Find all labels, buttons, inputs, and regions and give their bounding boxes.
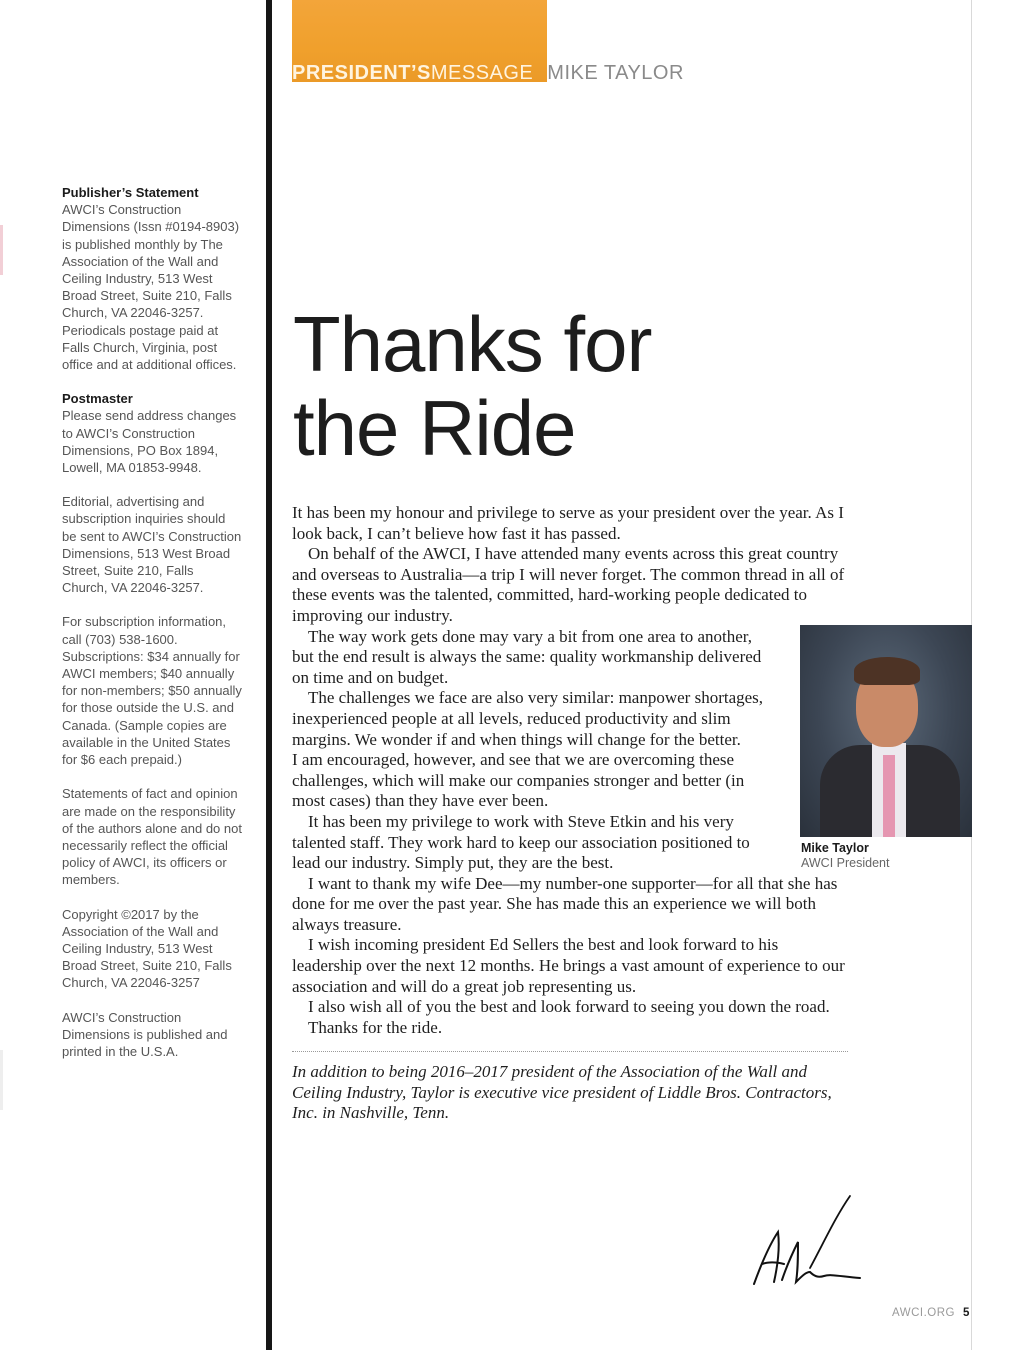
section-label-light: MESSAGE bbox=[430, 62, 534, 84]
sidebar-text: Please send address changes to AWCI’s Construction Dimensions, PO Box 1894, Lowell, MA 01853-9948. bbox=[62, 408, 237, 476]
column-rule bbox=[266, 0, 272, 1350]
sidebar-block bbox=[62, 184, 242, 373]
sidebar-block bbox=[62, 390, 242, 476]
sidebar-block bbox=[62, 613, 242, 768]
author-name: MIKE TAYLOR bbox=[547, 62, 684, 84]
body-paragraph: It has been my privilege to work with Steve Etkin and his very talented staff. They work hard to keep our association positioned to lead our industry. Simply put, they are the best. bbox=[292, 811, 750, 873]
article-title bbox=[293, 302, 651, 470]
publisher-sidebar bbox=[62, 184, 242, 1077]
sidebar-heading: Publisher’s Statement bbox=[62, 185, 199, 200]
sidebar-text: Copyright ©2017 by the Association of the Wall and Ceiling Industry, 513 West Broad Street, Suite 210, Falls Church, VA 22046-3257 bbox=[62, 906, 232, 991]
body-paragraph: I am encouraged, however, and see that we are overcoming these challenges, which will make our companies stronger and better (in most cases) than they have ever been. bbox=[292, 750, 745, 811]
page-footer bbox=[892, 1304, 969, 1322]
sidebar-text: Editorial, advertising and subscription inquiries should be sent to AWCI’s Construction Dimensions, 513 West Broad Street, Suite 210, Falls Church, VA 22046-3257. bbox=[62, 494, 242, 596]
author-bio: In addition to being 2016–2017 president of the Association of the Wall and Ceiling Industry, Taylor is executive vice president of Liddle Bros. Contractors, Inc. in Nashville, Tenn. bbox=[292, 1062, 832, 1123]
sidebar-block bbox=[62, 1009, 242, 1061]
section-header bbox=[292, 62, 684, 84]
body-paragraph: I wish incoming president Ed Sellers the best and look forward to his leadership over the next 12 months. He brings a vast amount of experience to our association and will do a great job representing us. bbox=[292, 935, 845, 996]
sidebar-heading: Postmaster bbox=[62, 391, 133, 407]
sidebar-text: For subscription information, call (703) 538-1600. Subscriptions: $34 annually for AWCI members; $40 annually for non-members; $50 annually for those outside the U.S. and Canada. (Sample copies are available in the United States for $6 each prepaid.) bbox=[62, 614, 242, 768]
signature-image bbox=[748, 1192, 868, 1292]
sidebar-text: AWCI’s Construction Dimensions (Issn #0194-8903) is published monthly by The Association of the Wall and Ceiling Industry, 513 West Broad Street, Suite 210, Falls Church, VA 22046-3257. Periodicals postage paid at Falls Church, Virginia, post office and at additional offices. bbox=[62, 202, 240, 373]
sidebar-text: Statements of fact and opinion are made on the responsibility of the authors alone and do not necessarily reflect the official policy of AWCI, its officers or members. bbox=[62, 786, 242, 888]
section-label-bold: PRESIDENT’S bbox=[292, 62, 431, 84]
body-paragraph: Thanks for the ride. bbox=[308, 1017, 443, 1037]
body-paragraph: The way work gets done may vary a bit from one area to another, but the end result is always the same: quality workmanship delivered on time and on budget. bbox=[292, 626, 762, 687]
title-line: Thanks for bbox=[293, 300, 652, 388]
left-edge-mark bbox=[0, 225, 3, 275]
caption-role: AWCI President bbox=[801, 856, 890, 870]
sidebar-block bbox=[62, 493, 242, 596]
bio-divider bbox=[292, 1051, 848, 1052]
sidebar-block bbox=[62, 906, 242, 992]
body-paragraph: The challenges we face are also very similar: manpower shortages, inexperienced people at all levels, reduced productivity and slim margins. We wonder if and when things will change for the better. bbox=[292, 688, 764, 749]
footer-site: AWCI.ORG bbox=[892, 1307, 955, 1319]
left-edge-mark bbox=[0, 1050, 3, 1110]
sidebar-block bbox=[62, 785, 242, 888]
body-paragraph: It has been my honour and privilege to serve as your president over the year. As I look back, I can’t believe how fast it has passed. bbox=[292, 503, 844, 543]
body-paragraph: I want to thank my wife Dee—my number-one supporter—for all that she has done for me over the past year. She has made this an experience we will both always treasure. bbox=[292, 873, 838, 934]
sidebar-text: AWCI’s Construction Dimensions is published and printed in the U.S.A. bbox=[62, 1009, 228, 1059]
caption-name: Mike Taylor bbox=[801, 841, 869, 855]
body-paragraph: I also wish all of you the best and look forward to seeing you down the road. bbox=[308, 997, 830, 1017]
body-paragraph: On behalf of the AWCI, I have attended many events across this great country and overseas to Australia—a trip I will never forget. The common thread in all of these events was the talented, committed, hard-working people dedicated to improving our industry. bbox=[292, 544, 845, 625]
photo-tie bbox=[883, 755, 895, 837]
title-line: the Ride bbox=[293, 384, 576, 472]
article-body bbox=[292, 503, 848, 1038]
photo-caption bbox=[801, 841, 971, 871]
page-number: 5 bbox=[963, 1307, 970, 1319]
photo-hair bbox=[854, 657, 920, 685]
author-photo bbox=[800, 625, 972, 837]
